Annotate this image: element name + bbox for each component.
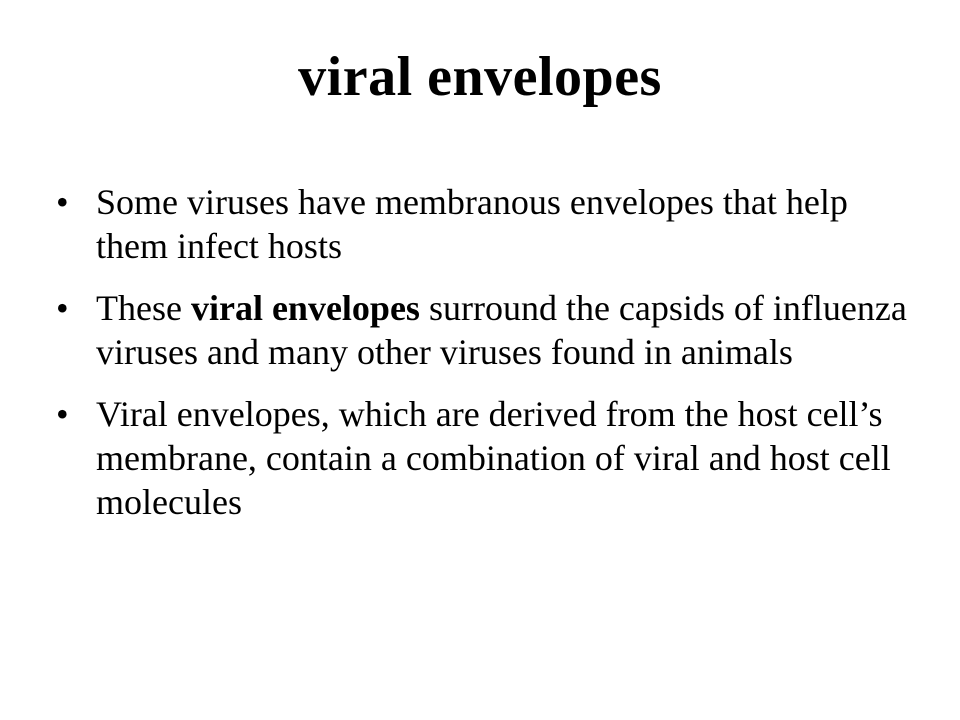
bullet-item [56,286,916,374]
bullet-item [56,180,916,268]
bullet-list [56,180,916,542]
bullet-text: Viral envelopes, which are derived from the host cell’s membrane, contain a combination of viral and host cell molecules [96,394,891,522]
bullet-text-emphasis: viral envelopes [190,288,420,328]
bullet-point-icon: • [56,394,69,434]
bullet-text: Some viruses have membranous envelopes that help them infect hosts [96,182,848,266]
bullet-point-icon: • [56,288,69,328]
slide-title: viral envelopes [298,46,662,108]
bullet-point-icon: • [56,182,69,222]
bullet-item [56,392,916,524]
bullet-text-suffix: surround the capsids of influenza viruses and many other viruses found in animals [96,288,907,372]
bullet-text-prefix: These [96,288,191,328]
